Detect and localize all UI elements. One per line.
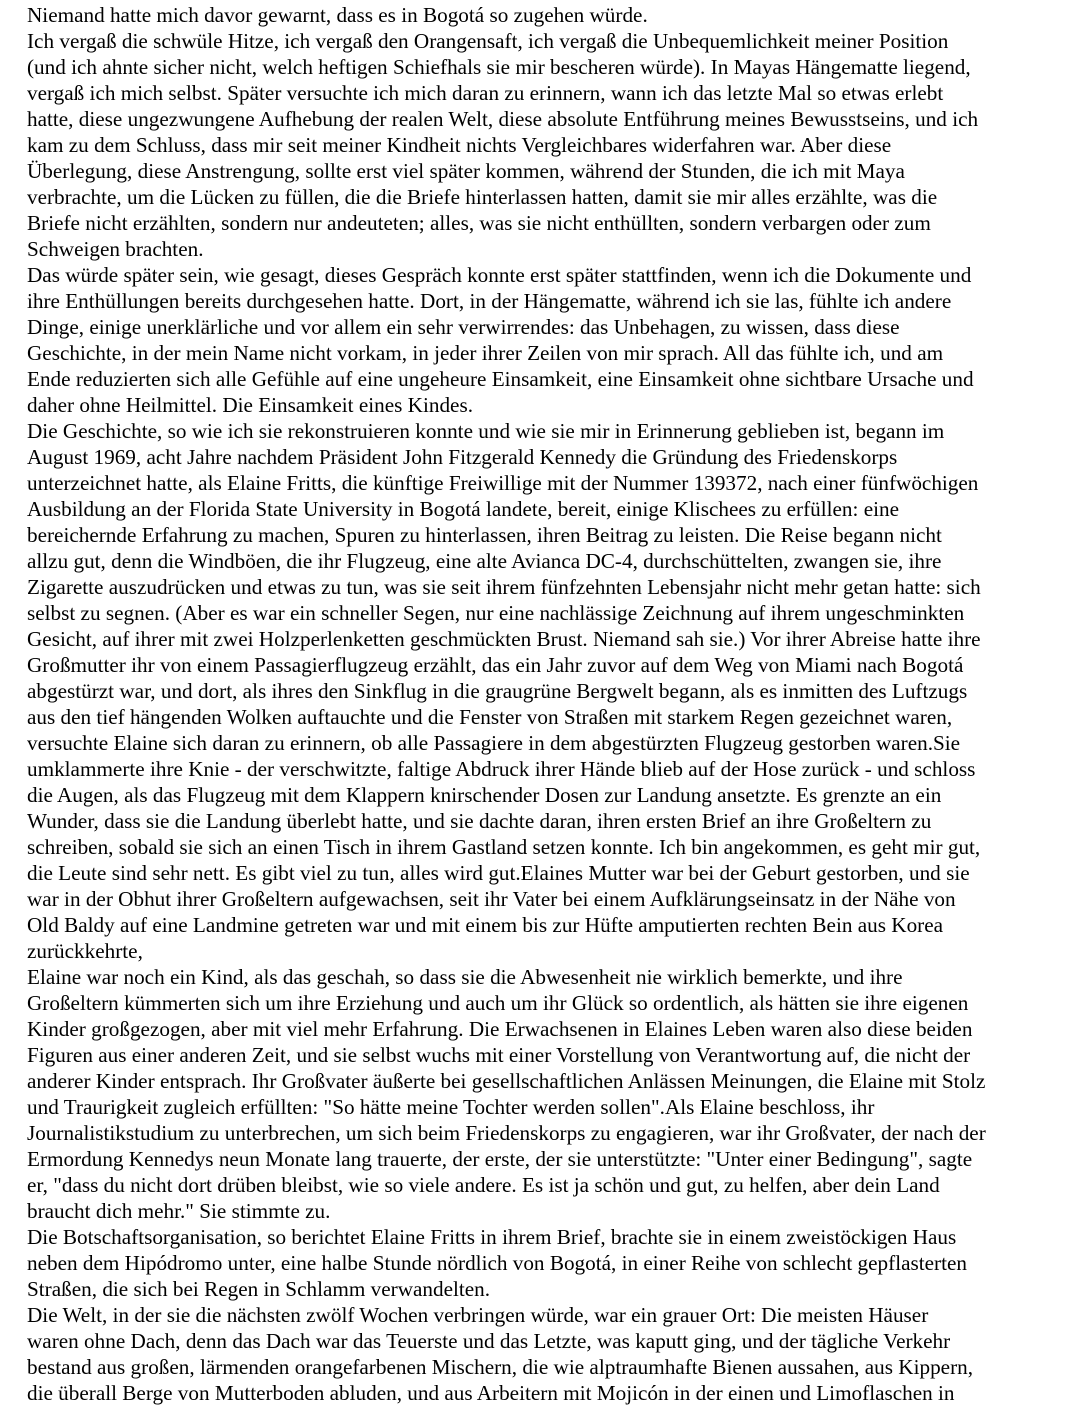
paragraph-5: Elaine war noch ein Kind, als das geschah, so dass sie die Abwesenheit nie wirklich bemerkte, und ihre Großeltern kümmerten sich um ihre Erziehung und auch um ihr Glück so ordentlich, als hätten sie ihre eigenen Kinder großgezogen, aber mit viel mehr Erfahrung. Die Erwachsenen in Elaines Leben waren also diese beiden Figuren aus einer anderen Zeit, und sie selbst wuchs mit einer Vorstellung von Verantwortung auf, die nicht der anderer Kinder entsprach. Ihr Großvater äußerte bei gesellschaftlichen Anlässen Meinungen, die Elaine mit Stolz und Traurigkeit zugleich erfüllten: "So hätte meine Tochter werden sollen".Als Elaine beschloss, ihr Journalistikstudium zu unterbrechen, um sich beim Friedenskorps zu engagieren, war ihr Großvater, der nach der Ermordung Kennedys neun Monate lang trauerte, der erste, der sie unterstützte: "Unter einer Bedingung", sagte er, "dass du nicht dort drüben bleibst, wie so viele andere. Es ist ja schön und gut, zu helfen, aber dein Land braucht dich mehr." Sie stimmte zu. [27,965,986,1223]
paragraph-6: Die Botschaftsorganisation, so berichtet Elaine Fritts in ihrem Brief, brachte sie in einem zweistöckigen Haus neben dem Hipódromo unter, eine halbe Stunde nördlich von Bogotá, in einer Reihe von schlecht gepflasterten Straßen, die sich bei Regen in Schlamm verwandelten. [27,1225,967,1301]
paragraph-3: Das würde später sein, wie gesagt, dieses Gespräch konnte erst später stattfinden, wenn ich die Dokumente und ihre Enthüllungen bereits durchgesehen hatte. Dort, in der Hängematte, während ich sie las, fühlte ich andere Dinge, einige unerklärliche und vor allem ein sehr verwirrendes: das Unbehagen, zu wissen, dass diese Geschichte, in der mein Name nicht vorkam, in jeder ihrer Zeilen von mir sprach. All das fühlte ich, und am Ende reduzierten sich alle Gefühle auf eine ungeheure Einsamkeit, eine Einsamkeit ohne sichtbare Ursache und daher ohne Heilmittel. Die Einsamkeit eines Kindes. [27,263,974,417]
paragraph-1: Niemand hatte mich davor gewarnt, dass es in Bogotá so zugehen würde. [27,3,648,27]
paragraph-4: Die Geschichte, so wie ich sie rekonstruieren konnte und wie sie mir in Erinnerung geblieben ist, begann im August 1969, acht Jahre nachdem Präsident John Fitzgerald Kennedy die Gründung des Friedenskorps unterzeichnet hatte, als Elaine Fritts, die künftige Freiwillige mit der Nummer 139372, nach einer fünfwöchigen Ausbildung an der Florida State University in Bogotá landete, bereit, einige Klischees zu erfüllen: eine bereichernde Erfahrung zu machen, Spuren zu hinterlassen, ihren Beitrag zu leisten. Die Reise begann nicht allzu gut, denn die Windböen, die ihr Flugzeug, eine alte Avianca DC-4, durchschüttelten, zwangen sie, ihre Zigarette auszudrücken und etwas zu tun, was sie seit ihrem fünfzehnten Lebensjahr nicht mehr getan hatte: sich selbst zu segnen. (Aber es war ein schneller Segen, nur eine nachlässige Zeichnung auf ihrem ungeschminkten Gesicht, auf ihrer mit zwei Holzperlenketten geschmückten Brust. Niemand sah sie.) Vor ihrer Abreise hatte ihre Großmutter ihr von einem Passagierflugzeug erzählt, das ein Jahr zuvor auf dem Weg von Miami nach Bogotá abgestürzt war, und dort, als ihres den Sinkflug in die graugrüne Bergwelt begann, als es inmitten des Luftzugs aus den tief hängenden Wolken auftauchte und die Fenster von Straßen mit starkem Regen gezeichnet waren, versuchte Elaine sich daran zu erinnern, ob alle Passagiere in dem abgestürzten Flugzeug gestorben waren.Sie umklammerte ihre Knie - der verschwitzte, faltige Abdruck ihrer Hände blieb auf der Hose zurück - und schloss die Augen, als das Flugzeug mit dem Klappern knirschender Dosen zur Landung ansetzte. Es grenzte an ein Wunder, dass sie die Landung überlebt hatte, und sie dachte daran, ihren ersten Brief an ihre Großeltern zu schreiben, sobald sie sich an einen Tisch in ihrem Gastland setzen konnte. Ich bin angekommen, es geht mir gut, die Leute sind sehr nett. Es gibt viel zu tun, alles wird gut.Elaines Mutter war bei der Geburt gestorben, und sie war in der Obhut ihrer Großeltern aufgewachsen, seit ihr Vater bei einem Aufklärungseinsatz in der Nähe von Old Baldy auf eine Landmine getreten war und mit einem bis zur Hüfte amputierten rechten Bein aus Korea zurückkehrte, [27,419,981,963]
paragraph-7: Die Welt, in der sie die nächsten zwölf Wochen verbringen würde, war ein grauer Ort: Die meisten Häuser waren ohne Dach, denn das Dach war das Teuerste und das Letzte, was kaputt ging, und der tägliche Verkehr bestand aus großen, lärmenden orangefarbenen Mischern, die wie alptraumhafte Bienen aussahen, aus Kippern, die überall Berge von Mutterboden abluden, und aus Arbeitern mit Mojicón in der einen und Limoflaschen in [27,1303,974,1405]
paragraph-2: Ich vergaß die schwüle Hitze, ich vergaß den Orangensaft, ich vergaß die Unbequemlichkeit meiner Position (und ich ahnte sicher nicht, welch heftigen Schiefhals sie mir bescheren würde). In Mayas Hängematte liegend, vergaß ich mich selbst. Später versuchte ich mich daran zu erinnern, wann ich das letzte Mal so etwas erlebt hatte, diese ungezwungene Aufhebung der realen Welt, diese absolute Entführung meines Bewusstseins, und ich kam zu dem Schluss, dass mir seit meiner Kindheit nichts Vergleichbares widerfahren war. Aber diese Überlegung, diese Anstrengung, sollte erst viel später kommen, während der Stunden, die ich mit Maya verbrachte, um die Lücken zu füllen, die die Briefe hinterlassen hatten, damit sie mir alles erzählte, was die Briefe nicht erzählten, sondern nur andeuteten; alles, was sie nicht enthüllten, sondern verbargen oder zum Schweigen brachten. [27,29,979,261]
